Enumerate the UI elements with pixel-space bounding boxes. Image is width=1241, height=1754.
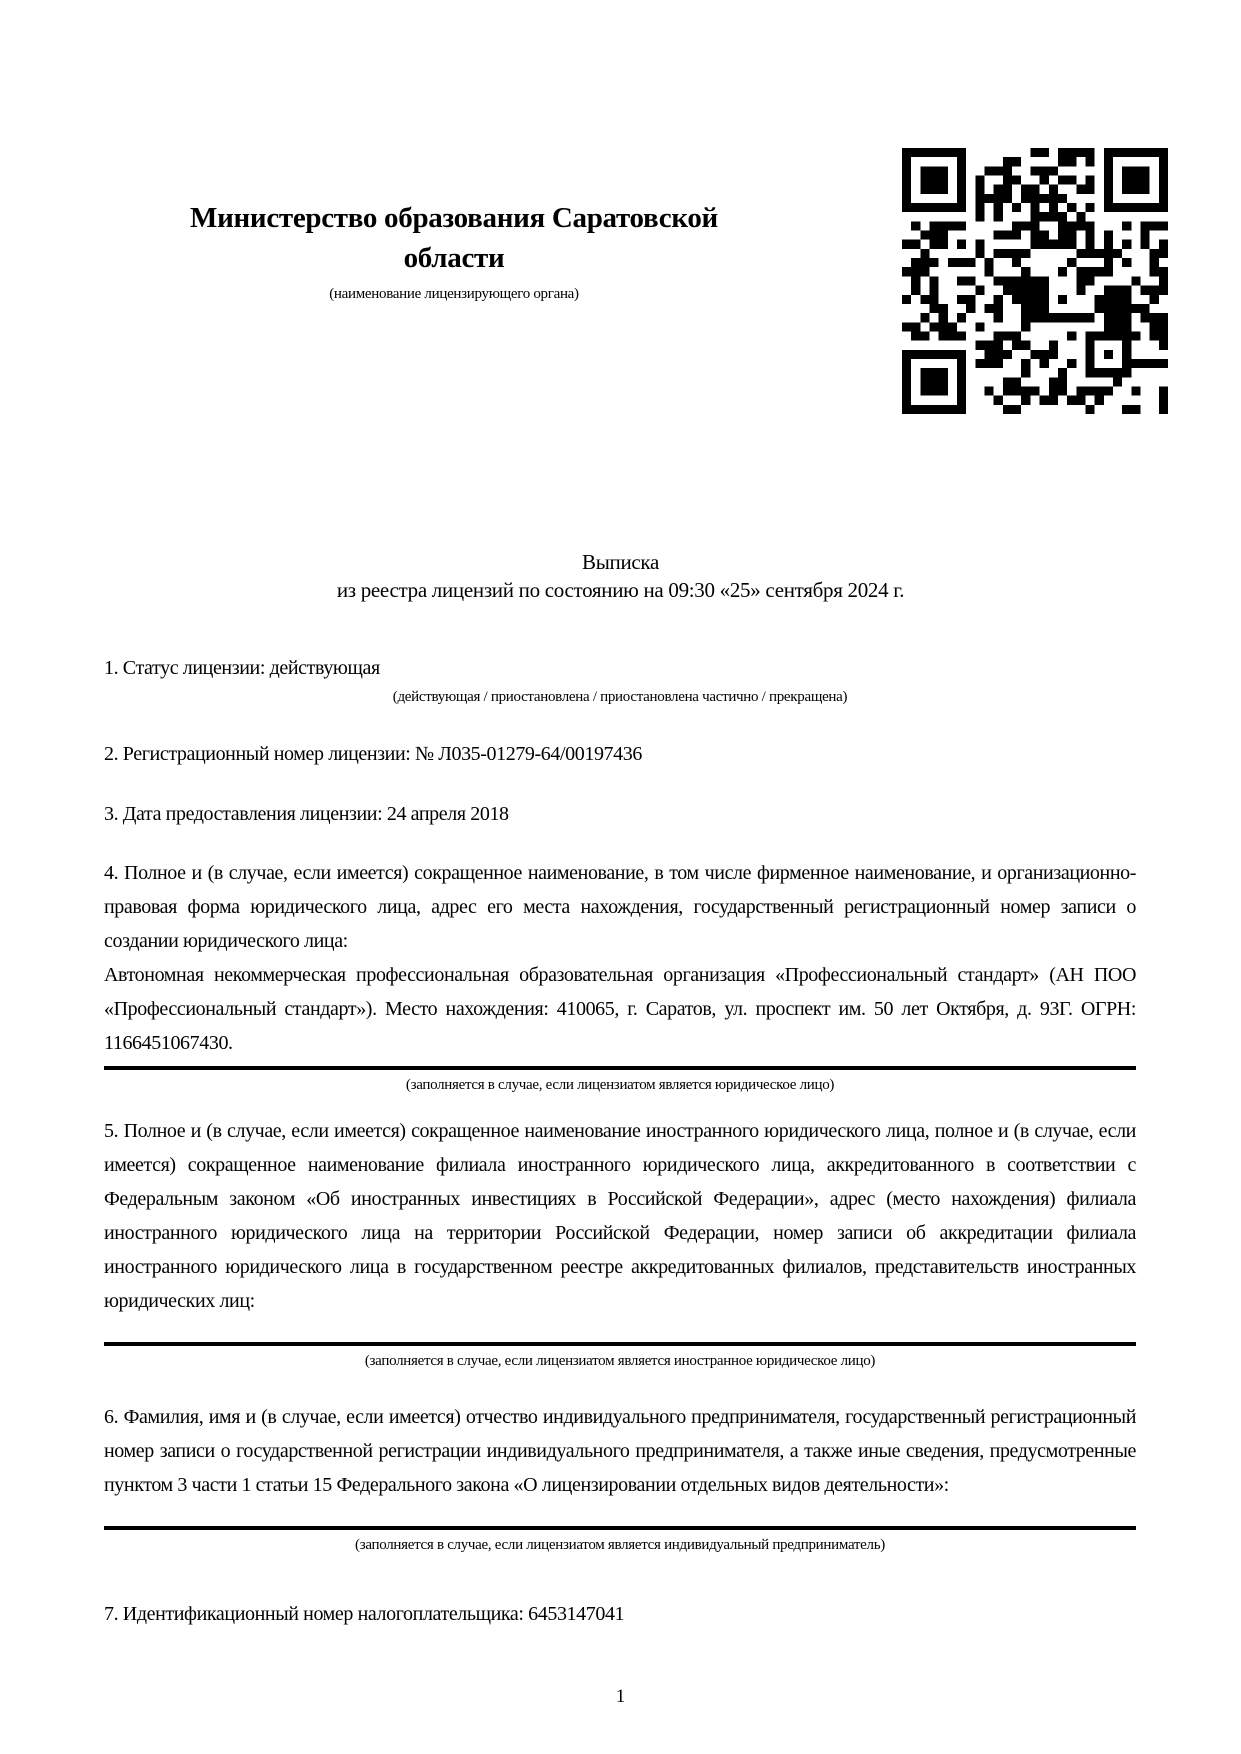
extract-title: Выписка [581, 550, 660, 574]
page-title-line2: области [403, 242, 505, 274]
extract-title-block [0, 548, 1241, 604]
page-title [104, 198, 804, 278]
taxpayer-id-item: 7. Идентификационный номер налогоплательщика: 6453147041 [104, 1603, 625, 1625]
page-title-line1: Министерство образования Саратовской [190, 202, 718, 234]
page-number: 1 [615, 1686, 626, 1707]
header-section [0, 0, 1241, 414]
legal-entity-rule [104, 1066, 1136, 1070]
entrepreneur-rule [104, 1526, 1136, 1530]
entrepreneur-item: 6. Фамилия, имя и (в случае, если имеется) отчество индивидуального предпринимателя, государственный регистрационный номер записи о государственной регистрации индивидуального предпринимателя, а также иные сведения, предусмотренные пунктом 3 части 1 статьи 15 Федерального закона «О лицензировании отдельных видов деятельности»: [104, 1406, 1136, 1496]
grant-date-item: 3. Дата предоставления лицензии: 24 апреля 2018 [104, 803, 509, 825]
foreign-entity-caption: (заполняется в случае, если лицензиатом является иностранное юридическое лицо) [364, 1353, 876, 1369]
legal-entity-value: Автономная некоммерческая профессиональная образовательная организация «Профессиональный стандарт» (АН ПОО «Профессиональный стандарт»). Место нахождения: 410065, г. Саратов, ул. проспект им. 50 лет Октября, д. 93Г. ОГРН: 1166451067430. [104, 964, 1136, 1054]
legal-entity-caption: (заполняется в случае, если лицензиатом является юридическое лицо) [405, 1077, 835, 1093]
document-body [0, 654, 1241, 1628]
extract-subtitle: из реестра лицензий по состоянию на 09:30 «25» сентября 2024 г. [336, 578, 905, 602]
license-status-item: 1. Статус лицензии: действующая [104, 657, 380, 679]
licensing-authority-caption: (наименование лицензирующего органа) [329, 286, 579, 302]
foreign-entity-item: 5. Полное и (в случае, если имеется) сокращенное наименование иностранного юридического лица, полное и (в случае, если имеется) сокращенное наименование филиала иностранного юридического лица, аккредитованного в соответствии с Федеральным законом «Об иностранных инвестициях в Российской Федерации», адрес (место нахождения) филиала иностранного юридического лица на территории Российской Федерации, номер записи об аккредитации филиала иностранного юридического лица в государственном реестре аккредитованных филиалов, представительств иностранных юридических лиц: [104, 1120, 1136, 1312]
legal-entity-item: 4. Полное и (в случае, если имеется) сокращенное наименование, в том числе фирменное наименование, и организационно-правовая форма юридического лица, адрес его места нахождения, государственный регистрационный номер записи о создании юридического лица: [104, 862, 1136, 952]
foreign-entity-rule [104, 1342, 1136, 1346]
license-status-caption: (действующая / приостановлена / приостановлена частично / прекращена) [392, 689, 848, 705]
entrepreneur-caption: (заполняется в случае, если лицензиатом является индивидуальный предприниматель) [355, 1537, 885, 1553]
qr-code-image [902, 148, 1168, 414]
registration-number-item: 2. Регистрационный номер лицензии: № Л035-01279-64/00197436 [104, 743, 642, 765]
qr-code [902, 148, 1168, 414]
licensing-authority-block [104, 148, 804, 303]
